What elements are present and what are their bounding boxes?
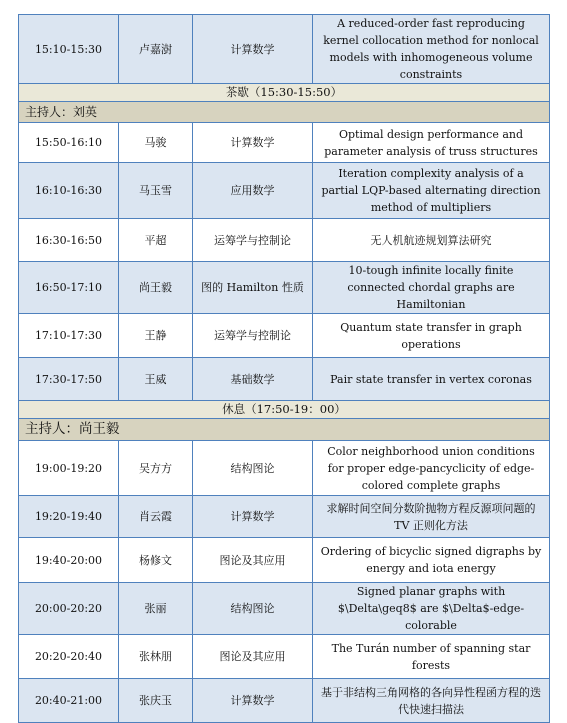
table-row [19, 679, 550, 723]
table-row [19, 583, 550, 635]
break-row [19, 84, 550, 102]
break-label: 茶歇（15:30-15:50） [19, 84, 550, 102]
table-row [19, 496, 550, 538]
table-row [19, 441, 550, 496]
title-cell: Signed planar graphs with $\Delta\geq8$ are $\Delta$-edge-colorable [313, 583, 550, 635]
table-row [19, 538, 550, 583]
field-cell: 计算数学 [193, 679, 313, 723]
title-cell: Pair state transfer in vertex coronas [313, 358, 550, 401]
time-cell: 17:30-17:50 [19, 358, 119, 401]
field-cell: 结构图论 [193, 441, 313, 496]
title-cell: Optimal design performance and parameter analysis of truss structures [313, 123, 550, 163]
title-cell: 基于非结构三角网格的各向异性程函方程的迭代快速扫描法 [313, 679, 550, 723]
field-cell: 图的 Hamilton 性质 [193, 262, 313, 314]
table-row [19, 163, 550, 219]
table-row [19, 219, 550, 262]
title-cell: 无人机航迹规划算法研究 [313, 219, 550, 262]
table-row [19, 262, 550, 314]
break-row [19, 401, 550, 419]
time-cell: 15:10-15:30 [19, 15, 119, 84]
title-cell: Color neighborhood union conditions for proper edge-pancyclicity of edge-colored complete graphs [313, 441, 550, 496]
field-cell: 计算数学 [193, 496, 313, 538]
title-cell: A reduced-order fast reproducing kernel collocation method for nonlocal models with inhomogeneous volume constraints [313, 15, 550, 84]
time-cell: 16:10-16:30 [19, 163, 119, 219]
speaker-cell: 马玉雪 [119, 163, 193, 219]
chair-row [19, 419, 550, 441]
speaker-cell: 张庆玉 [119, 679, 193, 723]
speaker-cell: 张丽 [119, 583, 193, 635]
speaker-cell: 张林朋 [119, 635, 193, 679]
field-cell: 应用数学 [193, 163, 313, 219]
table-row [19, 314, 550, 358]
break-label: 休息（17:50-19：00） [19, 401, 550, 419]
speaker-cell: 吴方方 [119, 441, 193, 496]
speaker-cell: 尚王毅 [119, 262, 193, 314]
title-cell: Ordering of bicyclic signed digraphs by energy and iota energy [313, 538, 550, 583]
time-cell: 20:00-20:20 [19, 583, 119, 635]
time-cell: 20:40-21:00 [19, 679, 119, 723]
speaker-cell: 王威 [119, 358, 193, 401]
table-row [19, 635, 550, 679]
field-cell: 计算数学 [193, 123, 313, 163]
title-cell: Quantum state transfer in graph operations [313, 314, 550, 358]
field-cell: 基础数学 [193, 358, 313, 401]
chair-label: 主持人：刘英 [19, 102, 550, 123]
speaker-cell: 平超 [119, 219, 193, 262]
time-cell: 19:00-19:20 [19, 441, 119, 496]
speaker-cell: 王静 [119, 314, 193, 358]
field-cell: 图论及其应用 [193, 635, 313, 679]
field-cell: 运筹学与控制论 [193, 219, 313, 262]
speaker-cell: 肖云霞 [119, 496, 193, 538]
time-cell: 15:50-16:10 [19, 123, 119, 163]
time-cell: 19:20-19:40 [19, 496, 119, 538]
field-cell: 图论及其应用 [193, 538, 313, 583]
time-cell: 17:10-17:30 [19, 314, 119, 358]
title-cell: Iteration complexity analysis of a partial LQP-based alternating direction method of multipliers [313, 163, 550, 219]
time-cell: 16:50-17:10 [19, 262, 119, 314]
table-row [19, 358, 550, 401]
speaker-cell: 马骏 [119, 123, 193, 163]
title-cell: The Turán number of spanning star forests [313, 635, 550, 679]
speaker-cell: 卢嘉澍 [119, 15, 193, 84]
time-cell: 19:40-20:00 [19, 538, 119, 583]
table-row [19, 123, 550, 163]
time-cell: 16:30-16:50 [19, 219, 119, 262]
title-cell: 求解时间空间分数阶抛物方程反源项问题的TV 正则化方法 [313, 496, 550, 538]
chair-row [19, 102, 550, 123]
schedule-table [18, 14, 550, 723]
field-cell: 结构图论 [193, 583, 313, 635]
speaker-cell: 杨修文 [119, 538, 193, 583]
time-cell: 20:20-20:40 [19, 635, 119, 679]
table-row [19, 15, 550, 84]
field-cell: 运筹学与控制论 [193, 314, 313, 358]
field-cell: 计算数学 [193, 15, 313, 84]
chair-label: 主持人：尚王毅 [19, 419, 550, 441]
title-cell: 10-tough infinite locally finite connected chordal graphs are Hamiltonian [313, 262, 550, 314]
